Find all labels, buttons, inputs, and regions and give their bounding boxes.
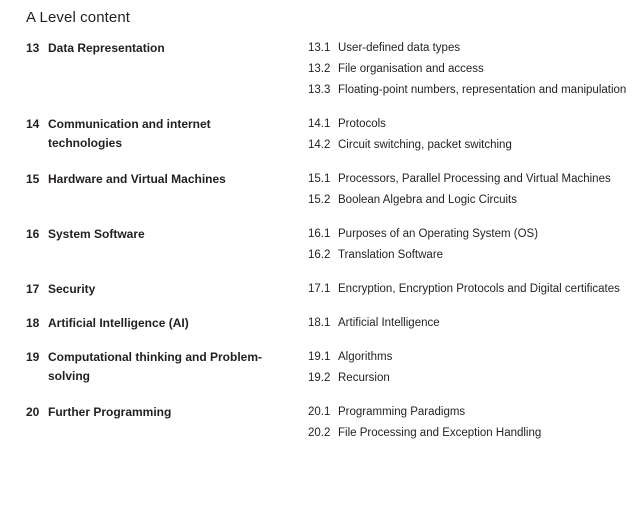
topic-number: 15.2 [308, 194, 331, 206]
topic-number: 14.2 [308, 139, 331, 151]
topic-item [308, 60, 630, 79]
unit-heading [0, 39, 308, 58]
unit-title: Security [48, 282, 96, 296]
topic-number: 16.2 [308, 249, 331, 261]
unit-heading [0, 225, 308, 244]
topic-list [308, 39, 634, 102]
topic-item [308, 115, 630, 134]
topic-list [308, 225, 634, 267]
topic-title: Encryption, Encryption Protocols and Digital certificates [338, 283, 620, 295]
topic-title: Algorithms [338, 351, 393, 363]
unit-title: Hardware and Virtual Machines [48, 172, 226, 186]
topic-list [308, 115, 634, 157]
topic-title: Circuit switching, packet switching [338, 139, 512, 151]
topic-item [308, 225, 630, 244]
topic-item [308, 39, 630, 58]
topic-number: 19.1 [308, 351, 331, 363]
topic-title: Recursion [338, 372, 390, 384]
topic-number: 17.1 [308, 283, 331, 295]
unit-title: Further Programming [48, 405, 172, 419]
topic-title: Purposes of an Operating System (OS) [338, 228, 539, 240]
toc-row [0, 170, 634, 212]
unit-heading [0, 314, 308, 333]
unit-title: Communication and internet technologies [48, 117, 211, 150]
toc-row [0, 314, 634, 335]
topic-title: File Processing and Exception Handling [338, 427, 542, 439]
toc-row [0, 39, 634, 102]
unit-title: Artificial Intelligence (AI) [48, 316, 189, 330]
topic-item [308, 191, 630, 210]
unit-number: 18 [26, 316, 40, 330]
topic-list [308, 280, 634, 301]
topic-item [308, 348, 630, 367]
topic-title: Artificial Intelligence [338, 317, 440, 329]
topic-item [308, 369, 630, 388]
topic-item [308, 136, 630, 155]
unit-title: Data Representation [48, 41, 165, 55]
unit-number: 20 [26, 405, 40, 419]
topic-title: Protocols [338, 118, 386, 130]
topic-number: 20.1 [308, 406, 331, 418]
unit-heading [0, 403, 308, 422]
unit-heading [0, 115, 308, 153]
topic-item [308, 314, 630, 333]
topic-number: 13.2 [308, 63, 331, 75]
unit-number: 19 [26, 350, 40, 364]
topic-item [308, 280, 630, 299]
topic-number: 20.2 [308, 427, 331, 439]
toc-row [0, 403, 634, 445]
unit-heading [0, 280, 308, 299]
unit-number: 13 [26, 41, 40, 55]
toc-row [0, 115, 634, 157]
topic-title: File organisation and access [338, 63, 484, 75]
topic-item [308, 403, 630, 422]
topic-number: 18.1 [308, 317, 331, 329]
topic-number: 15.1 [308, 173, 331, 185]
topic-number: 19.2 [308, 372, 331, 384]
topic-title: Translation Software [338, 249, 444, 261]
topic-number: 14.1 [308, 118, 331, 130]
toc-row [0, 225, 634, 267]
page-title: A Level content [26, 9, 131, 26]
unit-number: 16 [26, 227, 40, 241]
topic-number: 16.1 [308, 228, 331, 240]
topic-title: Processors, Parallel Processing and Virtual Machines [338, 173, 611, 185]
unit-number: 14 [26, 117, 40, 131]
toc-row [0, 280, 634, 301]
topic-title: Boolean Algebra and Logic Circuits [338, 194, 518, 206]
topic-item [308, 246, 630, 265]
topic-title: Floating-point numbers, representation and manipulation [338, 84, 627, 96]
unit-number: 15 [26, 172, 40, 186]
unit-number: 17 [26, 282, 40, 296]
table-of-contents [0, 39, 634, 445]
topic-item [308, 424, 630, 443]
toc-row [0, 348, 634, 390]
unit-heading [0, 170, 308, 189]
topic-list [308, 348, 634, 390]
topic-item [308, 170, 630, 189]
document-page [0, 9, 634, 519]
topic-number: 13.1 [308, 42, 331, 54]
topic-list [308, 314, 634, 335]
topic-list [308, 403, 634, 445]
topic-title: Programming Paradigms [338, 406, 466, 418]
unit-heading [0, 348, 308, 386]
unit-title: System Software [48, 227, 145, 241]
topic-item [308, 81, 630, 100]
topic-number: 13.3 [308, 84, 331, 96]
topic-title: User-defined data types [338, 42, 461, 54]
topic-list [308, 170, 634, 212]
unit-title: Computational thinking and Problem-solving [48, 350, 262, 383]
